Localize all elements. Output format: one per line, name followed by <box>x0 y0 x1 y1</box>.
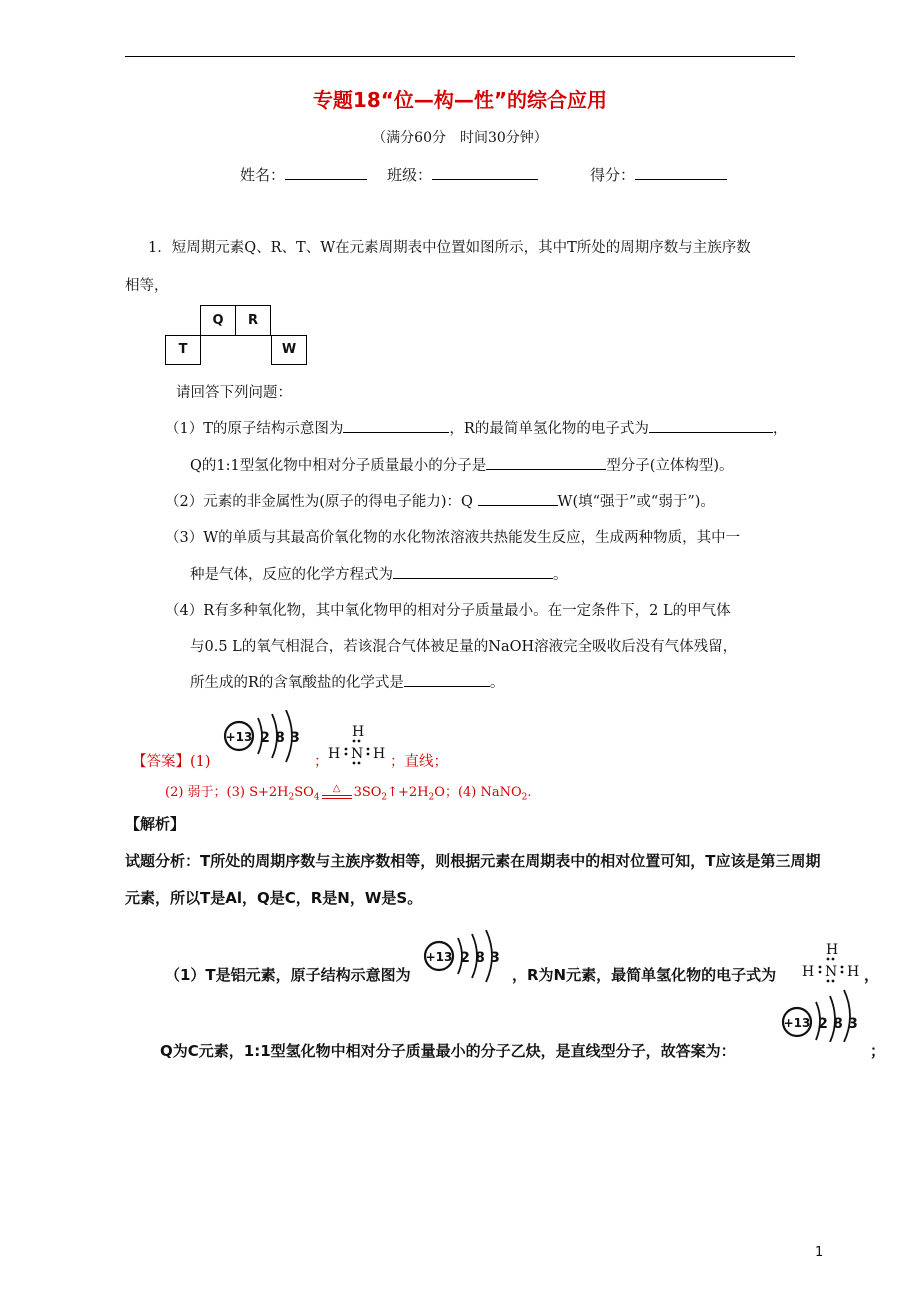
shell-2-count: 8 <box>475 950 485 966</box>
heat-arrow: △ <box>320 785 354 800</box>
analysis-p2-b: ，R为N元素，最简单氢化物的电子式为 <box>512 966 777 984</box>
cell-r: R <box>235 305 271 336</box>
analysis-label: 【解析】 <box>125 815 186 833</box>
q1-sub4-line3: 所生成的R的含氧酸盐的化学式是 。 <box>190 671 504 692</box>
svg-text:H: H <box>802 964 815 980</box>
analysis-line2: 元素，所以T是Al，Q是C，R是N，W是S。 <box>125 889 423 907</box>
analysis-p3-a: Q为C元素，1:1型氢化物中相对分子质量最小的分子乙炔，是直线型分子，故答案为： <box>160 1042 736 1060</box>
answer-sep-1: ； <box>314 754 329 770</box>
page-number: 1 <box>815 1245 824 1260</box>
shell-3-count: 3 <box>290 730 300 746</box>
shell-2-count: 8 <box>275 730 285 746</box>
q1-sub2: （2）元素的非金属性为(原子的得电子能力)：Q W(填“强于”或“弱于”)。 <box>165 490 715 511</box>
atom-structure-diagram <box>422 930 514 986</box>
answer-blank[interactable] <box>343 418 449 433</box>
analysis-p2-c: ， <box>864 966 880 984</box>
answer-line1: 【答案】(1) <box>132 754 211 770</box>
q1-stem-line2: 相等， <box>125 278 169 294</box>
q1-sub4-line1: （4）R有多种氧化物，其中氧化物甲的相对分子质量最小。在一定条件下，2 L的甲气体 <box>165 603 731 619</box>
header-rule <box>125 56 795 57</box>
answer-blank[interactable] <box>393 564 553 579</box>
q1-sub1-line1: （1）T的原子结构示意图为 ，R的最简单氢化物的电子式为 ， <box>165 417 787 438</box>
name-field[interactable]: 姓名： <box>240 164 367 185</box>
nh3-h-left: H <box>328 746 341 762</box>
answer-blank[interactable] <box>478 491 558 506</box>
nucleus-charge: +13 <box>225 730 253 744</box>
answer-line2: (2) 弱于；(3) $S+2H_2SO_4^\triangle$ $3SO_2↑+2H_2O$；(4) NaNO$_2$. <box>165 783 532 803</box>
shell-3-count: 3 <box>490 950 500 966</box>
shell-1-count: 2 <box>260 730 270 746</box>
page-title: 专题18“位—构—性”的综合应用 <box>312 88 608 112</box>
q1-stem-line1: 1．短周期元素Q、R、T、W在元素周期表中位置如图所示，其中T所处的周期序数与主族序数 <box>148 240 751 256</box>
shell-1-count: 2 <box>818 1016 828 1032</box>
nucleus-charge: +13 <box>425 950 453 964</box>
shell-1-count: 2 <box>460 950 470 966</box>
page-subtitle: （满分60分 时间30分钟） <box>372 130 548 146</box>
cell-t: T <box>165 335 201 365</box>
shell-3-count: 3 <box>848 1016 858 1032</box>
nucleus-charge: +13 <box>783 1016 811 1030</box>
svg-text:H: H <box>847 964 860 980</box>
svg-text:H: H <box>826 942 839 958</box>
analysis-p2-a: （1）T是铝元素，原子结构示意图为 <box>165 966 411 984</box>
analysis-p3-b: ； <box>870 1042 886 1060</box>
answer-blank[interactable] <box>486 455 606 470</box>
q1-sub4-line2: 与0.5 L的氧气相混合，若该混合气体被足量的NaOH溶液完全吸收后没有气体残留， <box>190 639 738 655</box>
q1-prompt: 请回答下列问题： <box>176 385 292 401</box>
score-field[interactable]: 得分： <box>590 164 727 185</box>
q1-sub1-line2: Q的1:1型氢化物中相对分子质量最小的分子是 型分子(立体构型)。 <box>190 454 734 475</box>
nh3-n: N <box>351 746 364 762</box>
nh3-electron-formula <box>326 722 390 766</box>
cell-w: W <box>271 335 307 365</box>
answer-sep-2: ；直线； <box>390 754 448 770</box>
nh3-electron-formula <box>800 940 864 984</box>
nh3-h-top: H <box>352 724 365 740</box>
nh3-h-right: H <box>373 746 386 762</box>
atom-structure-diagram <box>780 986 872 1042</box>
class-field[interactable]: 班级： <box>387 164 538 185</box>
atom-structure-diagram <box>222 710 314 766</box>
q1-sub3-line1: （3）W的单质与其最高价氧化物的水化物浓溶液共热能发生反应，生成两种物质，其中一 <box>165 530 741 546</box>
shell-2-count: 8 <box>833 1016 843 1032</box>
q1-sub3-line2: 种是气体，反应的化学方程式为 。 <box>190 563 568 584</box>
svg-text:N: N <box>825 964 838 980</box>
cell-q: Q <box>200 305 236 336</box>
answer-blank[interactable] <box>404 672 490 687</box>
answer-blank[interactable] <box>649 418 773 433</box>
analysis-line1: 试题分析：T所处的周期序数与主族序数相等，则根据元素在周期表中的相对位置可知，T应该是第三周期 <box>125 852 821 870</box>
